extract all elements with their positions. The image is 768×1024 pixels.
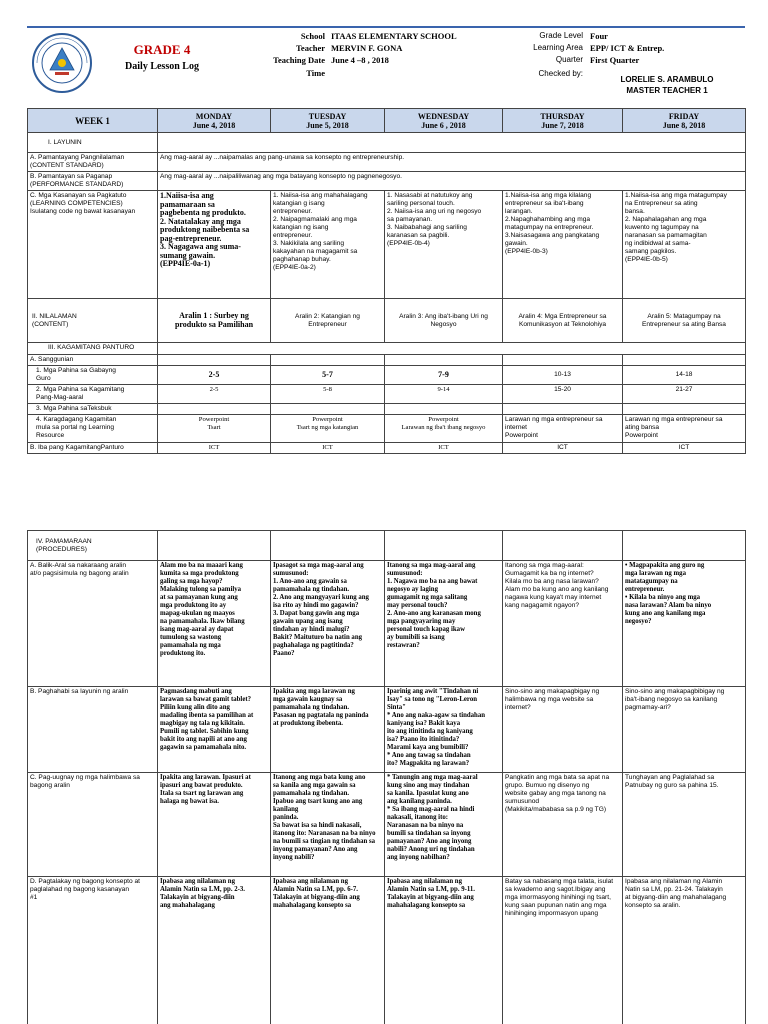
- grade-level-value: Four: [590, 31, 608, 41]
- content-friday: Aralin 5: Matagumpay na Entrepreneur sa ating Bansa: [623, 299, 746, 343]
- day-name: TUESDAY: [308, 111, 347, 121]
- pamamaraan-label: IV. PAMAMARAAN (PROCEDURES): [28, 531, 158, 561]
- teksbuk-pages-label: 3. Mga Pahina saTeksbuk: [28, 404, 158, 415]
- balik-aral-friday: • Magpapakita ang guro ng mga larawan ng mga matatagumpay na entrepreneur. • Kilala ba ninyo ang mga nasa larawan? Alam ba ninyo kung ano ang kanilang mga negosyo?: [623, 561, 746, 687]
- mag-aaral-pages-tuesday: 5-8: [271, 385, 385, 404]
- content-standard-label: A. Pamantayang Pangnilalaman (CONTENT STANDARD): [28, 153, 158, 172]
- guro-pages-wednesday: 7-9: [385, 366, 503, 385]
- learning-area-value: EPP/ ICT & Entrep.: [590, 43, 665, 53]
- day-header-thursday: [503, 109, 623, 133]
- learning-area-label: Learning Area: [533, 43, 583, 52]
- balik-aral-tuesday: Ipasagot sa mga mag-aaral ang sumusunod: 1. Ano-ano ang gawain sa pamamahala ng tindahan. 2. Ano ang mangyayari kung ang isa rito ay hindi mo gagawin? 3. Dapat bang gawin ang mga gawain upang ang isang tindahan ay hindi malugi? Bakit? Maituturo ba natin ang paghahalaga ng pagtitinda? Paano?: [271, 561, 385, 687]
- content-standard-text: Ang mag-aaral ay ...naipamalas ang pang-unawa sa konsepto ng entrepreneurship.: [158, 153, 746, 172]
- guro-pages-monday: 2-5: [158, 366, 271, 385]
- teacher-label: Teacher: [296, 43, 325, 53]
- balik-aral-label: A. Balik-Aral sa nakaraang aralin at/o pagsisimula ng bagong aralin: [28, 561, 158, 687]
- time-label: Time: [306, 68, 325, 78]
- paghahabi-friday: Sino-sino ang makapagbibigay ng iba't-ibang negosyo sa kanilang pagmamay-ari?: [623, 687, 746, 773]
- iba-tuesday: ICT: [271, 443, 385, 454]
- guro-pages-thursday: 10-13: [503, 366, 623, 385]
- grade-title: GRADE 4: [133, 42, 191, 57]
- paghahabi-label: B. Paghahabi sa layunin ng aralin: [28, 687, 158, 773]
- day-date: June 6 , 2018: [421, 120, 466, 130]
- empty-cell: [623, 531, 746, 561]
- pag-uugnay-thursday: Pangkatin ang mga bata sa apat na grupo. Bumuo ng disenyo ng website gabay ang mga tanong na sumusunod (Makikita/mababasa sa p.9 ng TG): [503, 773, 623, 877]
- empty-cell: [385, 531, 503, 561]
- competency-friday: 1.Naiisa-isa ang mga matagumpay na Entrepreneur sa ating bansa. 2. Napahalagahan ang mga kuwento ng tagumpay na naranasan sa pamamagitan ng indibidwal at sama- samang pagkilos. (EPP4IE-0b-5): [623, 191, 746, 299]
- empty-cell: [503, 404, 623, 415]
- page-separator: [0, 474, 768, 524]
- checked-by-label: Checked by:: [538, 69, 583, 78]
- empty-cell: [158, 133, 746, 153]
- school-value: ITAAS ELEMENTARY SCHOOL: [331, 31, 457, 41]
- iba-friday: ICT: [623, 443, 746, 454]
- balik-aral-wednesday: Itanong sa mga mag-aaral ang sumusunod: 1. Nagawa mo ba na ang bawat negosyo ay laging gumagamit ng mga salitang may personal touch? 2. Ano-ano ang karanasan mong mga pangyayaring may personal touch kapag ikaw ay bumibili sa isang restawran?: [385, 561, 503, 687]
- section-layunin: I. LAYUNIN: [28, 133, 158, 153]
- day-name: WEDNESDAY: [417, 111, 470, 121]
- school-label: School: [300, 31, 325, 41]
- pag-uugnay-tuesday: Itanong ang mga bata kung ano sa kanila ang mga gawain sa pamamahala ng tindahan. Ipabuo ang tsart kung ano ang kanilang paninda. Sa bawat isa sa hindi nakasali, itanong ito: Naranasan na ba ninyo na bumili sa tingian ng tindahan sa inyong pamayanan? Ano ang inyong nabili?: [271, 773, 385, 877]
- competency-monday: 1.Naiisa-isa ang pamamaraan sa pagbebenta ng produkto. 2. Natatalakay ang mga produktong naibebenta sa pag-entrepreneur. 3. Nagagawa ang suma- sumang gawain. (EPP4IE-0a-1): [158, 191, 271, 299]
- mag-aaral-pages-monday: 2-5: [158, 385, 271, 404]
- competency-tuesday: 1. Naiisa-isa ang mahahalagang katangian g isang entrepreneur. 2. Naipagmamalaki ang mga katangian ng isang entrepreneur. 3. Nakikilala ang sariling kakayahan na magagamit sa paghahanap buhay. (EPP4IE-0a-2): [271, 191, 385, 299]
- empty-cell: [271, 355, 385, 366]
- checker-title: MASTER TEACHER 1: [626, 86, 708, 95]
- learning-competencies-label: C. Mga Kasanayan sa Pagkatuto (LEARNING COMPETENCIES) Isulatang code ng bawat kasanayan: [28, 191, 158, 299]
- day-date: June 5, 2018: [306, 120, 349, 130]
- paghahabi-monday: Pagmasdang mabuti ang larawan sa bawat gamit tablet? Piliin kung alin dito ang madaling ibenta sa pamilihan at magbigay ng tala ng kikitain. Pumili ng tablet. Sabihin kung bakit ito ang napili at ano ang gagawin sa pamamahala nito.: [158, 687, 271, 773]
- lesson-log-page-1: [27, 26, 745, 458]
- day-date: June 8, 2018: [662, 120, 706, 130]
- pag-uugnay-monday: Ipakita ang larawan. Ipasuri at ipasuri ang bawat produkto. Itala sa tsart ng larawan ang halaga ng bawat isa.: [158, 773, 271, 877]
- mag-aaral-pages-thursday: 15-20: [503, 385, 623, 404]
- lesson-log-page-2: [27, 530, 745, 1024]
- empty-cell: [158, 355, 271, 366]
- empty-cell: [503, 531, 623, 561]
- day-name: FRIDAY: [668, 111, 700, 121]
- day-header-friday: [623, 109, 746, 133]
- pag-uugnay-label: C. Pag-uugnay ng mga halimbawa sa bagong aralin: [28, 773, 158, 877]
- pagtalakay-tuesday: Ipabasa ang nilalaman ng Alamin Natin sa LM, pp. 6-7. Talakayin at bigyang-diin ang mahahalagang konsepto sa: [271, 877, 385, 1024]
- sanggunian-label: A. Sanggunian: [28, 355, 158, 366]
- empty-cell: [623, 404, 746, 415]
- paghahabi-wednesday: Iparinig ang awit "Tindahan ni Isay" sa tono ng "Leron-Leron Sinta" * Ano ang naka-agaw sa tindahan kaniyang isa? Bakit kaya ito ang itinitinda ng kaniyang isa? Paano ito itinitinda? Marami kaya ang bumibili? * Ano ang tawag sa tindahan ito? Magpakita ng larawan?: [385, 687, 503, 773]
- section-kagamitan: III. KAGAMITANG PANTURO: [28, 343, 158, 355]
- teaching-date-value: June 4 –8 , 2018: [331, 55, 389, 65]
- karagdagang-kagamitan-label: 4. Karagdagang Kagamitan mula sa portal ng Learning Resource: [28, 415, 158, 443]
- empty-cell: [271, 531, 385, 561]
- empty-cell: [158, 343, 746, 355]
- day-header-tuesday: [271, 109, 385, 133]
- balik-aral-monday: Alam mo ba na maaari kang kumita sa mga produktong galing sa mga hayop? Malaking tulong sa pamilya at sa pamayanan kung ang mga produktong ito ay mapag-ukulan ng maayos na pamamahala. Ikaw bilang isang mag-aaral ay dapat tumulong sa wastong pamamahala ng mga produktong ito.: [158, 561, 271, 687]
- pagtalakay-thursday: Batay sa nabasang mga talata, isulat sa kwaderno ang sagot.Ibigay ang mga imormasyong hinihingi ng tsart, kung saan pupunan natin ang mga hinihinging impormasyon upang: [503, 877, 623, 1024]
- guro-pages-friday: 14-18: [623, 366, 746, 385]
- paghahabi-tuesday: Ipakita ang mga larawan ng mga gawain kaugnay sa pamamahala ng tindahan. Pasasan ng pagtatala ng paninda at produktong ibebenta.: [271, 687, 385, 773]
- performance-standard-label: B. Pamantayan sa Paganap (PERFORMANCE STANDARD): [28, 172, 158, 191]
- karagdagang-friday: Larawan ng mga entrepreneur sa ating bansa Powerpoint: [623, 415, 746, 443]
- mag-aaral-pages-wednesday: 9-14: [385, 385, 503, 404]
- competency-wednesday: 1. Nasasabi at natutukoy ang sariling personal touch. 2. Naiisa-isa ang uri ng negosyo sa pamayanan. 3. Naibabahagi ang sariling karanasan sa pagbili. (EPP4IE-0b-4): [385, 191, 503, 299]
- header: [27, 28, 745, 100]
- karagdagang-tuesday: Powerpoint Tsart ng mga katangian: [271, 415, 385, 443]
- empty-cell: [623, 355, 746, 366]
- lesson-table-2: [27, 530, 746, 1024]
- pag-uugnay-friday: Tunghayan ang Paglalahad sa Patnubay ng guro sa pahina 15.: [623, 773, 746, 877]
- day-name: MONDAY: [195, 111, 233, 121]
- quarter-label: Quarter: [555, 55, 583, 64]
- empty-cell: [158, 404, 271, 415]
- pagtalakay-label: D. Pagtalakay ng bagong konsepto at paglalahad ng bagong kasanayan #1: [28, 877, 158, 1024]
- deped-seal-icon: [31, 32, 93, 94]
- day-date: June 4, 2018: [192, 120, 236, 130]
- empty-cell: [503, 355, 623, 366]
- mag-aaral-pages-friday: 21-27: [623, 385, 746, 404]
- guro-pages-label: 1. Mga Pahina sa Gabayng Guro: [28, 366, 158, 385]
- pagtalakay-friday: Ipabasa ang nilalaman ng Alamin Natin sa LM, pp. 21-24. Talakayin at bigyang-diin ang mahahalagang konsepto sa aralin.: [623, 877, 746, 1024]
- performance-standard-text: Ang mag-aaral ay ...naipaliliwanag ang mga batayang konsepto ng pagnenegosyo.: [158, 172, 746, 191]
- iba-pang-kagamitan-label: B. Iba pang KagamitangPanturo: [28, 443, 158, 454]
- guro-pages-tuesday: 5-7: [271, 366, 385, 385]
- week-label: WEEK 1: [28, 109, 158, 133]
- grade-level-label: Grade Level: [539, 31, 583, 40]
- lesson-table-1: [27, 108, 746, 454]
- balik-aral-thursday: Itanong sa mga mag-aaral: Gumagamit ka ba ng internet? Kilala mo ba ang nasa larawan? Alam mo ba kung ano ang kanilang nagawa kung kaya't may internet kang nagagamit ngayon?: [503, 561, 623, 687]
- competency-thursday: 1.Naiisa-isa ang mga kilalang entrepreneur sa iba't-ibang larangan. 2.Napaghahambing ang mga matagumpay na entrepreneur. 3.Naisasagawa ang pangkatang gawain. (EPP4IE-0b-3): [503, 191, 623, 299]
- day-header-monday: [158, 109, 271, 133]
- content-wednesday: Aralin 3: Ang iba't-ibang Uri ng Negosyo: [385, 299, 503, 343]
- day-date: June 7, 2018: [541, 120, 584, 130]
- empty-cell: [271, 404, 385, 415]
- content-tuesday: Aralin 2: Katangian ng Entrepreneur: [271, 299, 385, 343]
- empty-cell: [385, 355, 503, 366]
- mag-aaral-pages-label: 2. Mga Pahina sa Kagamitang Pang-Mag-aaral: [28, 385, 158, 404]
- iba-wednesday: ICT: [385, 443, 503, 454]
- pag-uugnay-wednesday: * Tanungin ang mga mag-aaral kung sino ang may tindahan sa kanila. Ipasulat kung ano ang kanilang paninda. * Sa ibang mag-aaral na hindi nakasali, itanong ito: Naranasan na ba ninyo na bumili sa tindahan sa inyong pamayanan? Ano ang inyong nabili? Anong uri ng tindahan ang inyong nabilhan?: [385, 773, 503, 877]
- content-monday: Aralin 1 : Surbey ng produkto sa Pamilihan: [158, 299, 271, 343]
- teaching-date-label: Teaching Date: [273, 55, 325, 65]
- content-thursday: Aralin 4: Mga Entrepreneur sa Komunikasyon at Teknolohiya: [503, 299, 623, 343]
- checker-name: LORELIE S. ARAMBULO: [620, 75, 714, 84]
- paghahabi-thursday: Sino-sino ang makapagbigay ng halimbawa ng mga website sa internet?: [503, 687, 623, 773]
- teacher-value: MERVIN F. GONA: [331, 43, 403, 53]
- empty-cell: [158, 531, 271, 561]
- iba-thursday: ICT: [503, 443, 623, 454]
- pagtalakay-wednesday: Ipabasa ang nilalaman ng Alamin Natin sa LM, pp. 9-11. Talakayin at bigyang-diin ang mahahalagang konsepto sa: [385, 877, 503, 1024]
- karagdagang-wednesday: Powerpoint Larawan ng iba't ibang negosyo: [385, 415, 503, 443]
- karagdagang-monday: Powerpoint Tsart: [158, 415, 271, 443]
- nilalaman-label: II. NILALAMAN (CONTENT): [28, 299, 158, 343]
- log-title: Daily Lesson Log: [125, 61, 199, 72]
- day-header-wednesday: [385, 109, 503, 133]
- quarter-value: First Quarter: [590, 55, 640, 65]
- pagtalakay-monday: Ipabasa ang nilalaman ng Alamin Natin sa LM, pp. 2-3. Talakayin at bigyang-diin ang mahahalagang: [158, 877, 271, 1024]
- day-name: THURSDAY: [540, 111, 585, 121]
- karagdagang-thursday: Larawan ng mga entrepreneur sa internet Powerpoint: [503, 415, 623, 443]
- empty-cell: [385, 404, 503, 415]
- iba-monday: ICT: [158, 443, 271, 454]
